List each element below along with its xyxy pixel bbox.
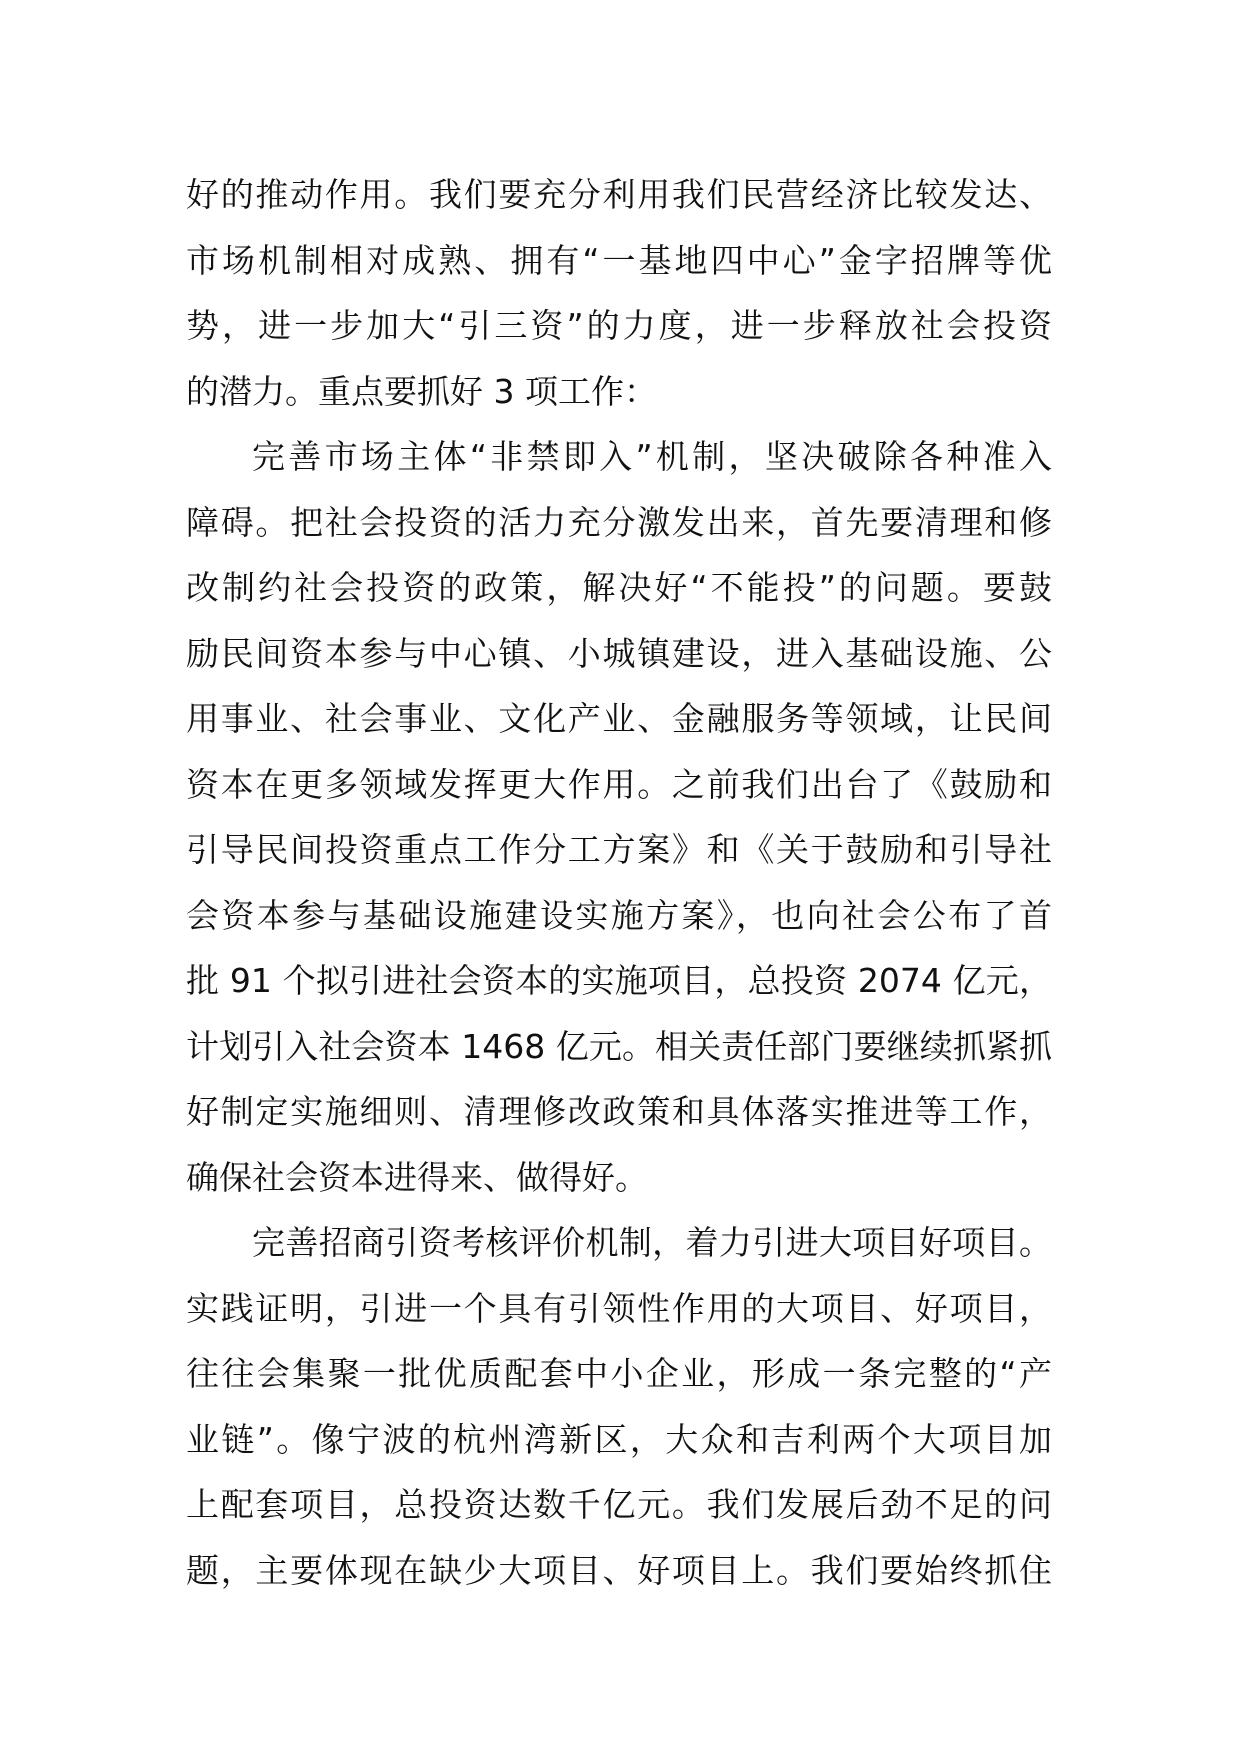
text-line: 实践证明，引进一个具有引领性作用的大项目、好项目， <box>186 1288 1052 1328</box>
text-line: 会资本参与基础设施建设实施方案》，也向社会公布了首 <box>186 895 1052 935</box>
text-line: 往往会集聚一批优质配套中小企业，形成一条完整的“产 <box>186 1354 1052 1393</box>
text-line: 好的推动作用。我们要充分利用我们民营经济比较发达、 <box>186 175 1052 214</box>
text-line: 引导民间投资重点工作分工方案》和《关于鼓励和引导社 <box>186 830 1052 869</box>
text-line: 市场机制相对成熟、拥有“一基地四中心”金字招牌等优 <box>186 240 1052 280</box>
text-line: 好制定实施细则、清理修改政策和具体落实推进等工作， <box>186 1092 1052 1131</box>
text-line: 的潜力。重点要抓好 3 项工作： <box>186 371 657 411</box>
text-line: 用事业、社会事业、文化产业、金融服务等领域，让民间 <box>186 699 1052 738</box>
text-line: 业链”。像宁波的杭州湾新区，大众和吉利两个大项目加 <box>186 1419 1052 1459</box>
text-line: 上配套项目，总投资达数千亿元。我们发展后劲不足的问 <box>186 1485 1052 1524</box>
text-line: 障碍。把社会投资的活力充分激发出来，首先要清理和修 <box>186 502 1052 542</box>
text-line: 批 91 个拟引进社会资本的实施项目，总投资 2074 亿元， <box>186 961 1052 1000</box>
text-line: 资本在更多领域发挥更大作用。之前我们出台了《鼓励和 <box>186 764 1052 804</box>
text-line: 题，主要体现在缺少大项目、好项目上。我们要始终抓住 <box>186 1550 1052 1590</box>
paragraph-first-line: 完善市场主体“非禁即入”机制，坚决破除各种准入 <box>252 437 1052 476</box>
text-line: 计划引入社会资本 1468 亿元。相关责任部门要继续抓紧抓 <box>186 1026 1052 1066</box>
paragraph-first-line: 完善招商引资考核评价机制，着力引进大项目好项目。 <box>252 1223 1052 1262</box>
text-line: 励民间资本参与中心镇、小城镇建设，进入基础设施、公 <box>186 633 1052 673</box>
text-line: 势，进一步加大“引三资”的力度，进一步释放社会投资 <box>186 306 1052 345</box>
document-body <box>186 162 1052 1603</box>
text-line: 确保社会资本进得来、做得好。 <box>186 1157 648 1197</box>
text-line: 改制约社会投资的政策，解决好“不能投”的问题。要鼓 <box>186 568 1052 607</box>
